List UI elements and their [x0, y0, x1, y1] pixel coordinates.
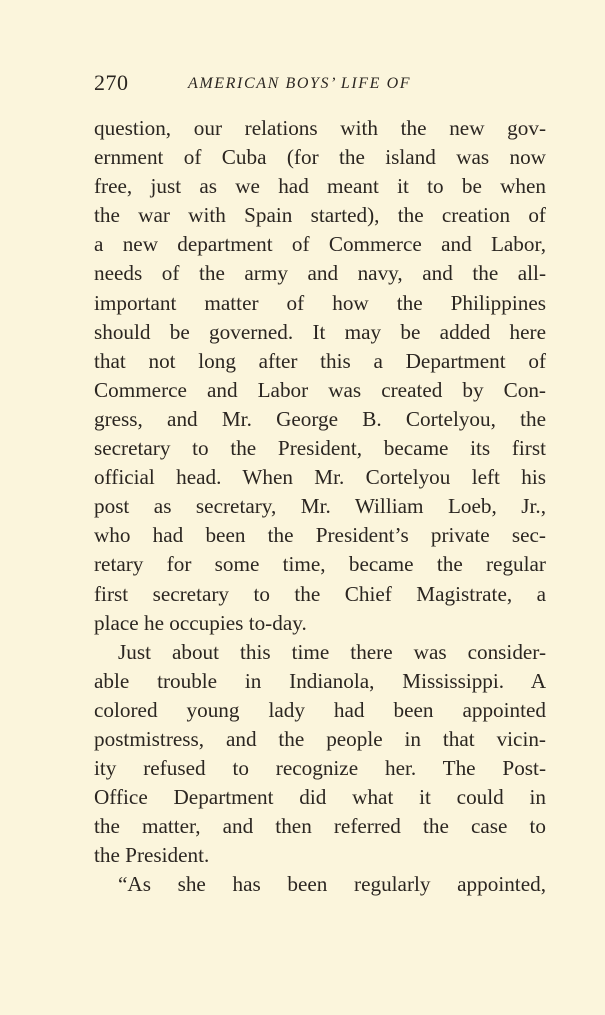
- text-line: post as secretary, Mr. William Loeb, Jr.,: [94, 494, 546, 519]
- text-line: secretary to the President, became its first: [94, 436, 546, 461]
- text-line: place he occupies to-day.: [94, 610, 307, 635]
- running-title: AMERICAN BOYS’ LIFE OF: [188, 75, 412, 92]
- text-line: postmistress, and the people in that vicin-: [94, 726, 546, 751]
- text-line: official head. When Mr. Cortelyou left his: [94, 465, 546, 490]
- text-line: ity refused to recognize her. The Post-: [94, 756, 546, 781]
- text-line: able trouble in Indianola, Mississippi. A: [94, 668, 546, 693]
- text-line: ernment of Cuba (for the island was now: [94, 145, 546, 170]
- text-line: gress, and Mr. George B. Cortelyou, the: [94, 406, 546, 431]
- text-line: the matter, and then referred the case to: [94, 814, 546, 839]
- text-line: Commerce and Labor was created by Con-: [94, 377, 546, 402]
- text-line: important matter of how the Philippines: [94, 290, 546, 315]
- text-line: colored young lady had been appointed: [94, 697, 546, 722]
- text-line: the war with Spain started), the creation of: [94, 203, 546, 228]
- text-line: retary for some time, became the regular: [94, 552, 546, 577]
- text-line: free, just as we had meant it to be when: [94, 174, 546, 199]
- text-line: first secretary to the Chief Magistrate, a: [94, 581, 546, 606]
- text-line: question, our relations with the new gov-: [94, 116, 546, 140]
- text-line: “As she has been regularly appointed,: [118, 872, 546, 897]
- text-line: that not long after this a Department of: [94, 348, 546, 373]
- text-line: needs of the army and navy, and the all-: [94, 261, 546, 286]
- text-line: should be governed. It may be added here: [94, 319, 546, 344]
- text-line: Just about this time there was consider-: [118, 639, 546, 664]
- body-text: [94, 114, 546, 900]
- text-line: a new department of Commerce and Labor,: [94, 232, 546, 257]
- text-line: who had been the President’s private sec-: [94, 523, 546, 548]
- page-number: 270: [94, 70, 129, 95]
- page-header: [94, 68, 554, 98]
- text-line: Office Department did what it could in: [94, 785, 546, 810]
- text-line: the President.: [94, 843, 210, 868]
